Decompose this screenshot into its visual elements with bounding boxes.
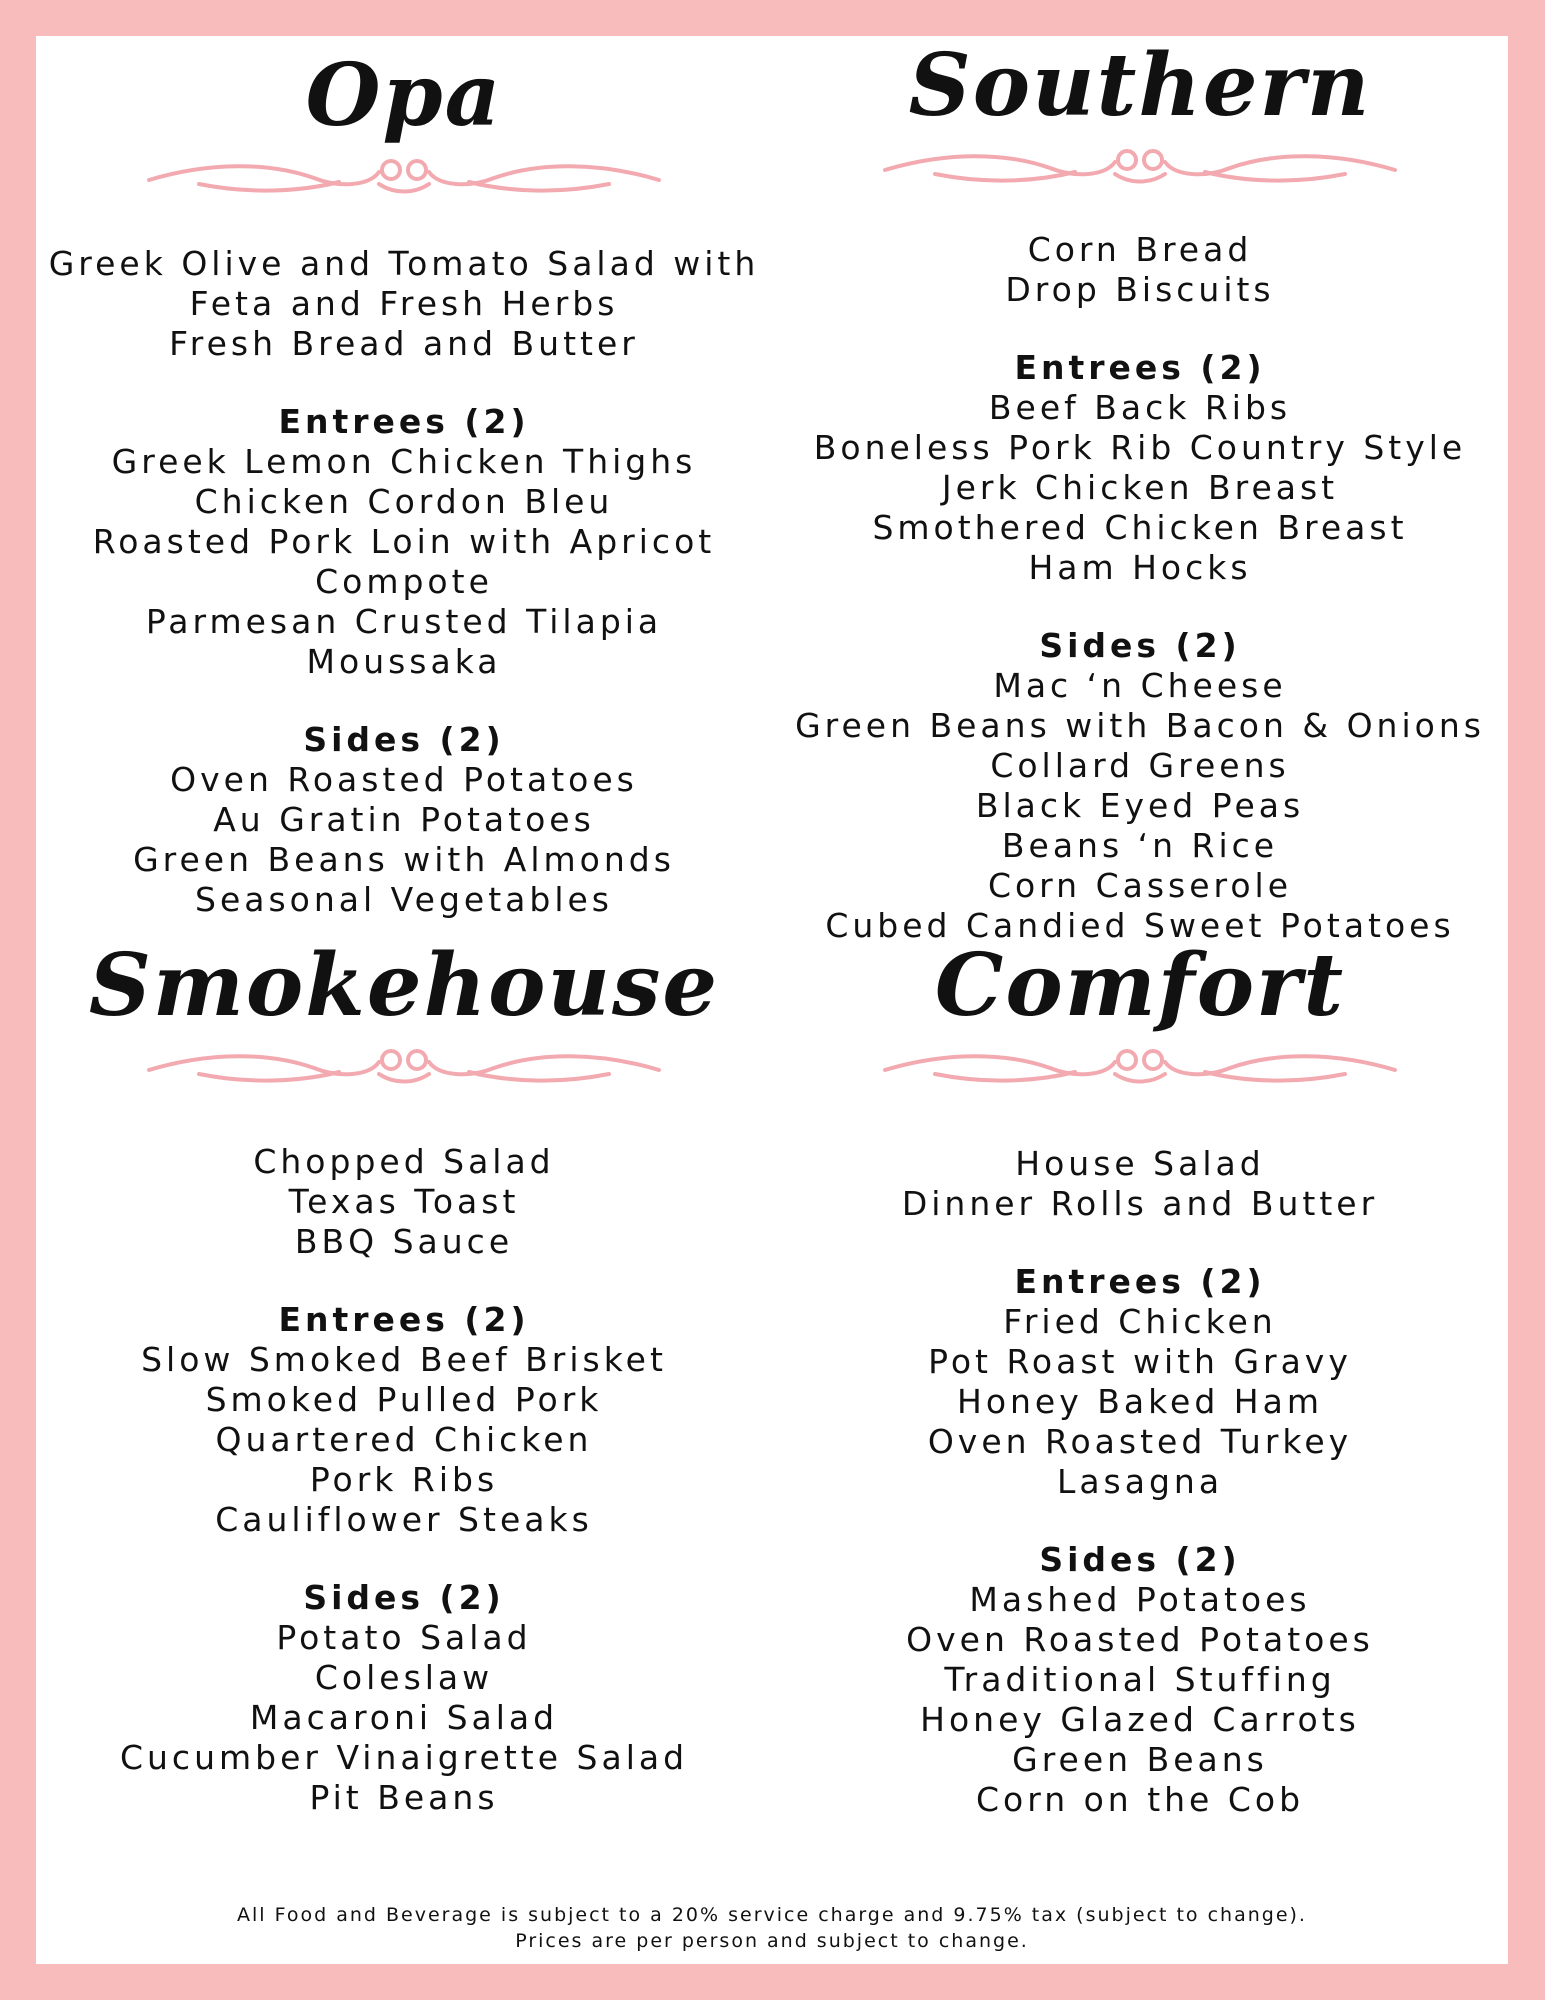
menu-title: Smokehouse: [88, 935, 720, 1036]
starters-list: [36, 244, 772, 364]
list-item: Green Beans with Almonds: [133, 840, 675, 879]
starters-list: [36, 1142, 772, 1262]
list-item: Beef Back Ribs: [988, 388, 1292, 427]
list-item: Green Beans: [1012, 1740, 1268, 1779]
list-item: Mac ‘n Cheese: [993, 666, 1287, 705]
list-item: Drop Biscuits: [1005, 270, 1275, 309]
section-heading: Sides (2): [303, 1578, 505, 1617]
list-item: Macaroni Salad: [249, 1698, 559, 1737]
list-item: Moussaka: [306, 642, 502, 681]
list-item: Corn on the Cob: [975, 1780, 1305, 1819]
section-heading: Entrees (2): [278, 402, 530, 441]
flourish-divider-icon: [139, 148, 669, 198]
list-item: Dinner Rolls and Butter: [901, 1184, 1379, 1223]
list-item: Collard Greens: [990, 746, 1290, 785]
list-item: Pork Ribs: [309, 1460, 499, 1499]
list-item: Smoked Pulled Pork: [205, 1380, 603, 1419]
footer-note: [36, 1902, 1508, 1954]
list-item: Jerk Chicken Breast: [941, 468, 1339, 507]
footer-line-prices: Prices are per person and subject to change.: [515, 1930, 1029, 1952]
list-item: Oven Roasted Potatoes: [906, 1620, 1374, 1659]
menu-title: Comfort: [934, 935, 1346, 1036]
list-item: Oven Roasted Potatoes: [170, 760, 638, 799]
section-heading: Entrees (2): [1014, 1262, 1266, 1301]
list-item: Cubed Candied Sweet Potatoes: [825, 906, 1455, 945]
footer-line-service-charge: All Food and Beverage is subject to a 20% service charge and 9.75% tax (subject to change).: [237, 1904, 1307, 1926]
flourish-divider-icon: [875, 138, 1405, 188]
list-item: Honey Glazed Carrots: [920, 1700, 1360, 1739]
list-item: Chicken Cordon Bleu: [194, 482, 614, 521]
entrees-section: [36, 1300, 772, 1540]
list-item: Lasagna: [1056, 1462, 1224, 1501]
list-item: Fresh Bread and Butter: [169, 324, 639, 363]
menu-sheet: [36, 36, 1508, 1964]
section-heading: Entrees (2): [1014, 348, 1266, 387]
list-item: Traditional Stuffing: [944, 1660, 1336, 1699]
entrees-section: [772, 1262, 1508, 1502]
menu-panel-opa: [36, 46, 772, 920]
starters-list: [772, 1144, 1508, 1224]
list-item: Beans ‘n Rice: [1001, 826, 1279, 865]
list-item: Chopped Salad: [253, 1142, 555, 1181]
sides-section: [772, 626, 1508, 946]
list-item: Oven Roasted Turkey: [927, 1422, 1353, 1461]
list-item: Smothered Chicken Breast: [872, 508, 1408, 547]
list-item: Slow Smoked Beef Brisket: [141, 1340, 667, 1379]
sides-section: [772, 1540, 1508, 1820]
list-item: Parmesan Crusted Tilapia: [145, 602, 663, 641]
list-item: Seasonal Vegetables: [195, 880, 613, 919]
list-item: Coleslaw: [314, 1658, 494, 1697]
list-item: Ham Hocks: [1028, 548, 1252, 587]
menu-panel-southern: [772, 36, 1508, 946]
list-item: BBQ Sauce: [294, 1222, 514, 1261]
list-item: Roasted Pork Loin with Apricot: [92, 522, 716, 561]
list-item: Feta and Fresh Herbs: [189, 284, 619, 323]
list-item: House Salad: [1015, 1144, 1265, 1183]
section-heading: Sides (2): [1039, 626, 1241, 665]
list-item: Corn Casserole: [987, 866, 1293, 905]
sides-section: [36, 720, 772, 920]
list-item: Potato Salad: [276, 1618, 532, 1657]
sides-section: [36, 1578, 772, 1818]
list-item: Texas Toast: [288, 1182, 520, 1221]
list-item: Boneless Pork Rib Country Style: [813, 428, 1467, 467]
list-item: Greek Lemon Chicken Thighs: [111, 442, 697, 481]
list-item: Pot Roast with Gravy: [928, 1342, 1352, 1381]
flourish-divider-icon: [139, 1038, 669, 1088]
list-item: Cucumber Vinaigrette Salad: [119, 1738, 689, 1777]
list-item: Green Beans with Bacon & Onions: [795, 706, 1485, 745]
list-item: Black Eyed Peas: [975, 786, 1305, 825]
list-item: Pit Beans: [309, 1778, 499, 1817]
list-item: Cauliflower Steaks: [215, 1500, 593, 1539]
flourish-divider-icon: [875, 1038, 1405, 1088]
entrees-section: [772, 348, 1508, 588]
section-heading: Sides (2): [1039, 1540, 1241, 1579]
menu-title: Opa: [305, 45, 503, 146]
starters-list: [772, 230, 1508, 310]
menu-panel-comfort: [772, 936, 1508, 1820]
list-item: Quartered Chicken: [215, 1420, 593, 1459]
list-item: Fried Chicken: [1003, 1302, 1277, 1341]
menu-panel-smokehouse: [36, 936, 772, 1818]
list-item: Au Gratin Potatoes: [213, 800, 595, 839]
section-heading: Entrees (2): [278, 1300, 530, 1339]
list-item: Corn Bread: [1027, 230, 1253, 269]
section-heading: Sides (2): [303, 720, 505, 759]
entrees-section: [36, 402, 772, 682]
menu-title: Southern: [908, 35, 1372, 136]
list-item: Compote: [315, 562, 493, 601]
list-item: Greek Olive and Tomato Salad with: [48, 244, 760, 283]
list-item: Honey Baked Ham: [957, 1382, 1323, 1421]
list-item: Mashed Potatoes: [969, 1580, 1311, 1619]
